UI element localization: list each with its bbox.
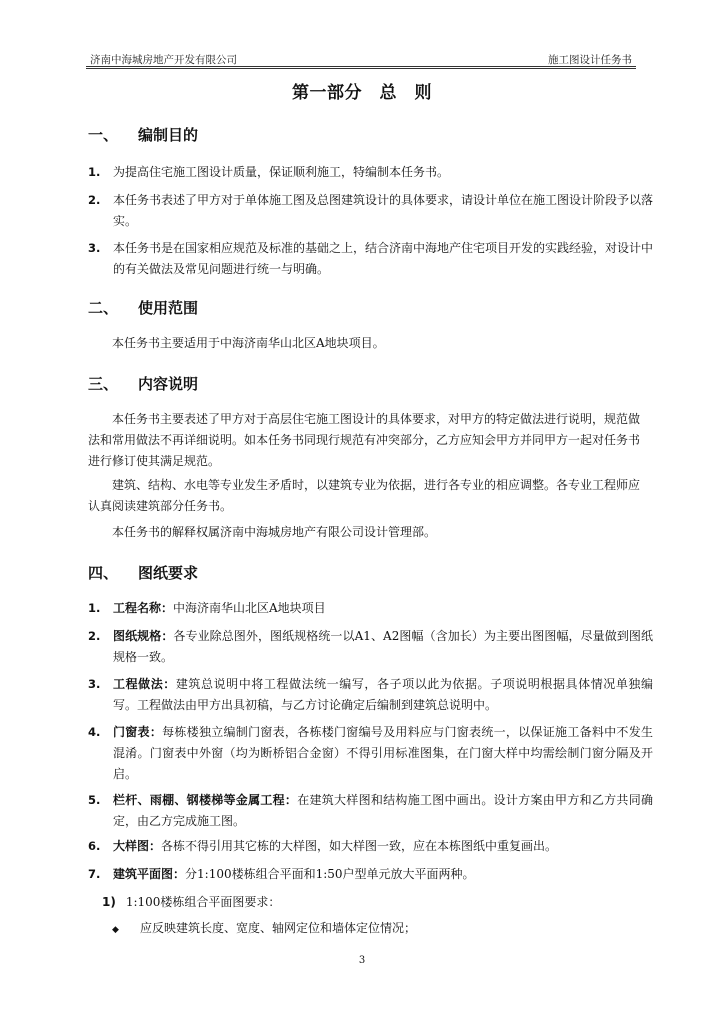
- item-body: 每栋楼独立编制门窗表，各栋楼门窗编号及用料应与门窗表统一，以保证施工备料中不发生混淆。门窗表中外窗（均为断桥铝合金窗）不得引用标准图集，在门窗大样中均需绘制门窗分隔及开启。: [113, 725, 653, 781]
- paragraph: 本任务书主要表述了甲方对于高层住宅施工图设计的具体要求，对甲方的特定做法进行说明，规范做法和常用做法不再详细说明。如本任务书同现行规范有冲突部分，乙方应知会甲方并同甲方一起对任务书进行修订使其满足规范。: [88, 412, 641, 468]
- item-text: [113, 598, 653, 619]
- item-text: [113, 836, 653, 857]
- header-rule: [86, 66, 636, 67]
- item-number: 5.: [88, 793, 101, 807]
- page-header: [86, 52, 636, 66]
- paragraph: 本任务书的解释权属济南中海城房地产有限公司设计管理部。: [112, 525, 437, 539]
- bullet-text: 应反映建筑长度、宽度、轴网定位和墙体定位情况；: [140, 921, 417, 935]
- paragraph: 本任务书主要适用于中海济南华山北区A地块项目。: [112, 336, 385, 350]
- diamond-bullet-icon: ◆: [112, 925, 119, 935]
- item-key: 建筑平面图：: [113, 867, 186, 881]
- section-title: 内容说明: [138, 375, 199, 393]
- item-text: 为提高住宅施工图设计质量，保证顺利施工，特编制本任务书。: [113, 165, 450, 179]
- item-body: 各专业除总图外，图纸规格统一以A1、A2图幅（含加长）为主要出图图幅，尽量做到图纸规格一致。: [113, 629, 653, 664]
- sub-item-text: 1:100楼栋组合平面图要求：: [125, 895, 281, 909]
- item-text: [113, 864, 653, 885]
- item-text: [113, 790, 653, 832]
- page-title: 第一部分 总 则: [292, 83, 432, 103]
- item-key: 门窗表：: [113, 725, 163, 739]
- item-key: 图纸规格：: [113, 629, 174, 643]
- item-text: 本任务书表述了甲方对于单体施工图及总图建筑设计的具体要求，请设计单位在施工图设计阶段予以落实。: [113, 193, 654, 228]
- item-text: [113, 722, 653, 785]
- item-key: 工程做法：: [113, 677, 176, 691]
- item-number: 3.: [88, 677, 101, 691]
- section-number: 二、: [88, 299, 119, 317]
- sub-item: [102, 892, 280, 913]
- section-title: 使用范围: [138, 299, 199, 317]
- item-number: 6.: [88, 839, 101, 853]
- section-title: 图纸要求: [138, 564, 199, 582]
- header-doc-title: 施工图设计任务书: [548, 54, 632, 66]
- section-number: 三、: [88, 375, 119, 393]
- item-body: 分1:100楼栋组合平面和1:50户型单元放大平面两种。: [185, 867, 475, 881]
- item-number: 1.: [88, 601, 101, 615]
- item-body: 在建筑大样图和结构施工图中画出。设计方案由甲方和乙方共同确定，由乙方完成施工图。: [113, 793, 653, 828]
- bullet-item: [112, 918, 416, 941]
- section-number: 一、: [88, 126, 119, 144]
- item-body: 建筑总说明中将工程做法统一编写，各子项以此为依据。子项说明根据具体情况单独编写。工程做法由甲方出具初稿，与乙方讨论确定后编制到建筑总说明中。: [113, 677, 653, 712]
- item-key: 栏杆、雨棚、钢楼梯等金属工程：: [113, 793, 298, 807]
- item-text: [113, 626, 653, 668]
- paragraph: 建筑、结构、水电等专业发生矛盾时，以建筑专业为依据，进行各专业的相应调整。各专业工程师应认真阅读建筑部分任务书。: [88, 478, 641, 513]
- item-key: 工程名称：: [113, 601, 174, 615]
- sub-item-number: 1): [102, 895, 116, 909]
- header-company: 济南中海城房地产开发有限公司: [90, 54, 237, 66]
- item-number: 1.: [88, 165, 101, 179]
- section-title: 编制目的: [138, 126, 199, 144]
- section-number: 四、: [88, 564, 119, 582]
- page-number: 3: [358, 955, 366, 966]
- item-text: [113, 674, 653, 716]
- header-rule-double: [86, 68, 636, 69]
- item-key: 大样图：: [113, 839, 162, 853]
- item-number: 3.: [88, 241, 101, 255]
- item-number: 2.: [88, 629, 101, 643]
- item-body: 各栋不得引用其它栋的大样图，如大样图一致，应在本栋图纸中重复画出。: [161, 839, 558, 853]
- item-text: 本任务书是在国家相应规范及标准的基础之上，结合济南中海地产住宅项目开发的实践经验，对设计中的有关做法及常见问题进行统一与明确。: [113, 241, 654, 276]
- item-body: 中海济南华山北区A地块项目: [173, 601, 326, 615]
- item-number: 2.: [88, 193, 101, 207]
- item-number: 7.: [88, 867, 101, 881]
- item-number: 4.: [88, 725, 101, 739]
